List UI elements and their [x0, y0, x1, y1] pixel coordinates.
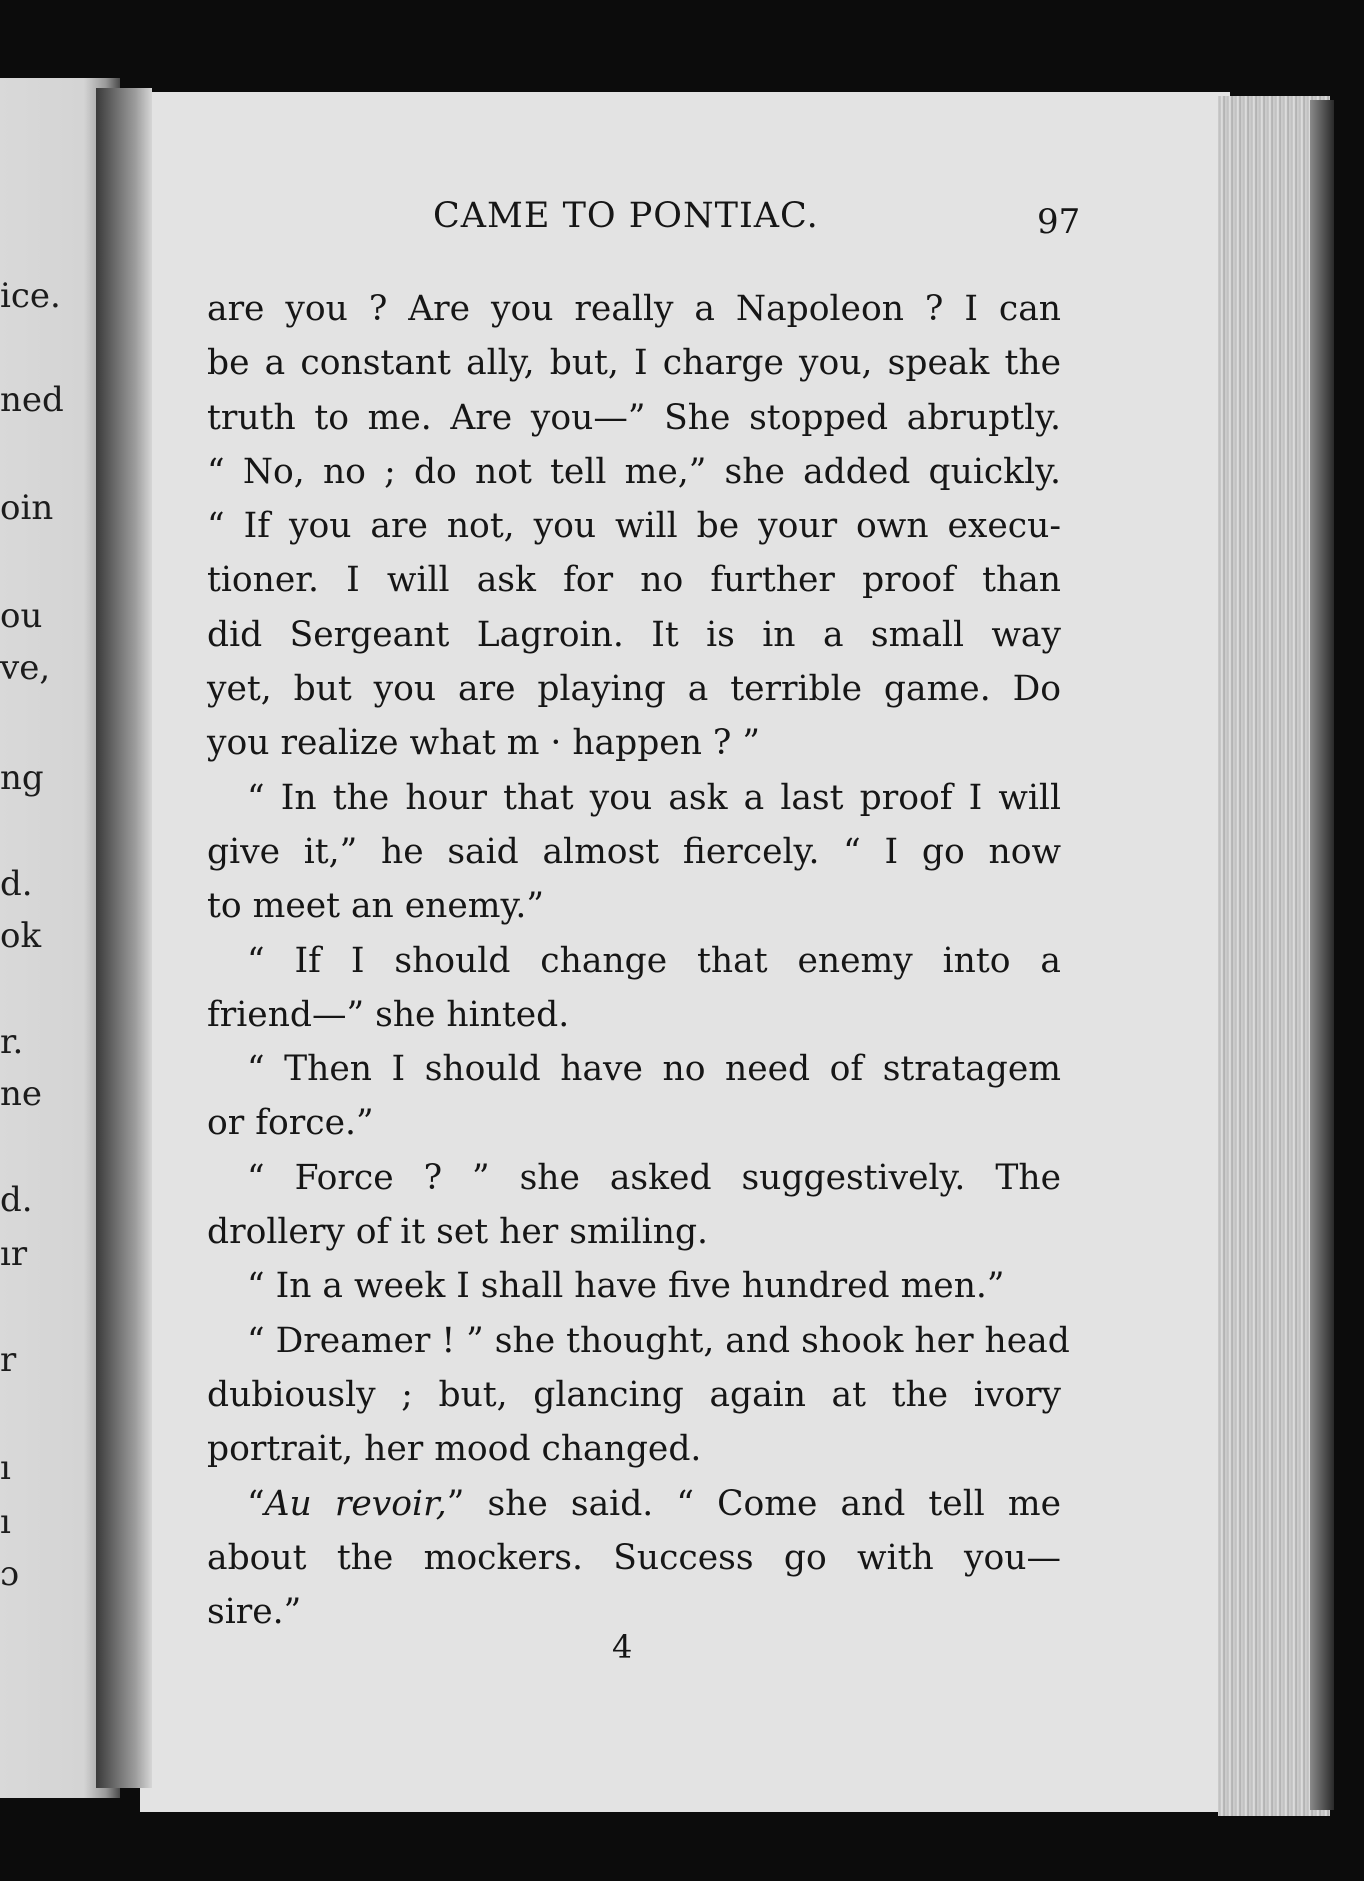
- text-line: or force.”: [207, 1103, 374, 1144]
- left-fragment: ɔ: [0, 1554, 20, 1594]
- left-fragment: r.: [0, 1022, 24, 1062]
- left-fragment: ok: [0, 916, 42, 956]
- line-remainder: ” she said. “ Come and tell me: [446, 1483, 1061, 1524]
- left-fragment: ned: [0, 380, 64, 420]
- text-line: yet, but you are playing a terrible game. Do: [207, 669, 1061, 710]
- text-line: “ Force ? ” she asked suggestively. The: [247, 1157, 1061, 1198]
- text-line: sire.”: [207, 1592, 302, 1633]
- left-fragment: d.: [0, 1180, 33, 1220]
- text-line: about the mockers. Success go with you—: [207, 1537, 1061, 1578]
- left-fragment: ne: [0, 1074, 43, 1114]
- text-line: be a constant ally, but, I charge you, speak the: [207, 343, 1061, 384]
- page-edges-shadow: [1310, 100, 1334, 1810]
- signature-mark: 4: [612, 1628, 633, 1666]
- left-fragment: ı: [0, 1502, 11, 1542]
- left-fragment: d.: [0, 864, 33, 904]
- left-fragment: ng: [0, 758, 44, 798]
- text-line: you realize what m · happen ? ”: [207, 723, 760, 764]
- left-fragment: oin: [0, 488, 54, 528]
- text-line: “ Dreamer ! ” she thought, and shook her head: [247, 1320, 1070, 1361]
- page-header: [200, 196, 1100, 246]
- left-fragment: ou: [0, 596, 43, 636]
- page-body: [207, 282, 1070, 1639]
- left-fragment: ır: [0, 1234, 28, 1274]
- quote-open: “: [247, 1483, 265, 1524]
- text-line: did Sergeant Lagroin. It is in a small way: [207, 614, 1061, 655]
- text-line: “ In a week I shall have five hundred men.”: [247, 1266, 1005, 1307]
- text-line: tioner. I will ask for no further proof than: [207, 560, 1061, 601]
- text-line: “ In the hour that you ask a last proof I will: [247, 777, 1061, 818]
- book-gutter: [96, 88, 152, 1788]
- text-line: friend—” she hinted.: [207, 994, 570, 1035]
- left-fragment: ve,: [0, 648, 51, 688]
- text-line: to meet an enemy.”: [207, 886, 545, 927]
- text-line: are you ? Are you really a Napoleon ? I can: [207, 289, 1061, 329]
- left-fragment: r: [0, 1340, 17, 1380]
- text-line: dubiously ; but, glancing again at the ivory: [207, 1374, 1061, 1415]
- text-line: “ If you are not, you will be your own execu-: [207, 506, 1061, 547]
- text-line: “ No, no ; do not tell me,” she added quickly.: [207, 451, 1061, 492]
- text-line: portrait, her mood changed.: [207, 1429, 702, 1470]
- text-line: give it,” he said almost fiercely. “ I go now: [207, 831, 1061, 872]
- page-number: 97: [1037, 202, 1081, 242]
- left-fragment: ı: [0, 1448, 11, 1488]
- text-line: “ Then I should have no need of stratagem: [247, 1049, 1061, 1090]
- left-fragment: ice.: [0, 276, 61, 316]
- text-line: truth to me. Are you—” She stopped abruptly.: [207, 397, 1061, 438]
- running-head: CAME TO PONTIAC.: [433, 196, 819, 236]
- text-line-au-revoir: [207, 1477, 1061, 1531]
- text-line: “ If I should change that enemy into a: [247, 940, 1061, 981]
- text-line: drollery of it set her smiling.: [207, 1212, 708, 1253]
- italic-phrase: Au revoir,: [264, 1483, 447, 1524]
